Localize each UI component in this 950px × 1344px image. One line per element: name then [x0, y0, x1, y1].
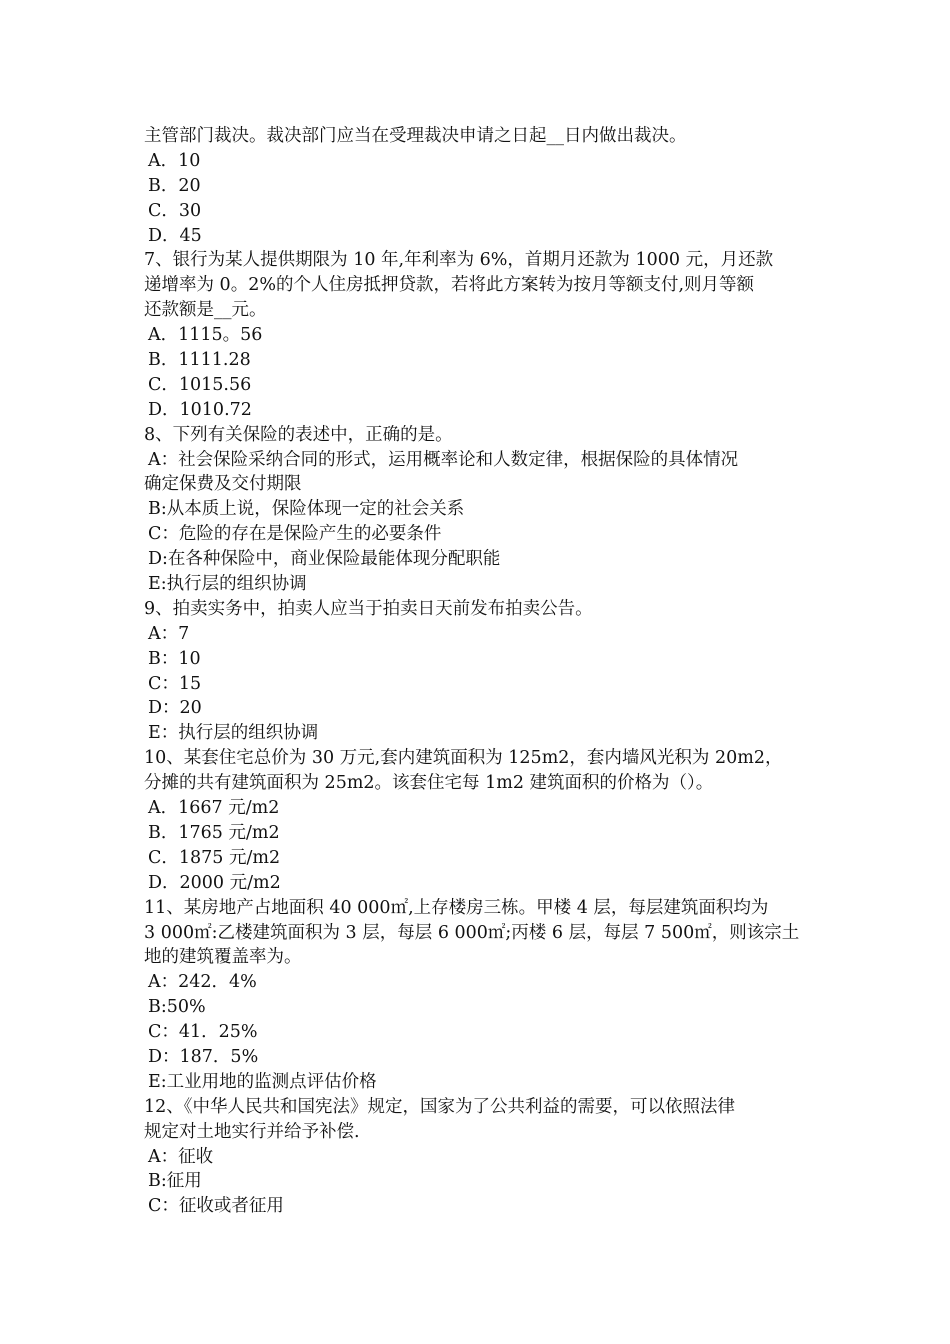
answer-option-line: C．1015.56	[148, 374, 252, 395]
question-text-line: 3 000㎡:乙楼建筑面积为 3 层，每层 6 000㎡;丙楼 6 层，每层 7 500㎡，则该宗土	[144, 922, 800, 943]
answer-option-line: B．1765 元/m2	[148, 822, 280, 843]
answer-option-line: C：征收或者征用	[148, 1196, 284, 1217]
answer-option-line: C．1875 元/m2	[148, 847, 281, 868]
answer-option-line: D．1010.72	[148, 399, 252, 420]
answer-option-line: C：15	[148, 673, 202, 694]
answer-option-line: D:在各种保险中，商业保险最能体现分配职能	[148, 549, 501, 570]
answer-option-line: A：7	[148, 623, 190, 644]
answer-option-line: E：执行层的组织协调	[148, 723, 319, 744]
answer-option-line: A：242．4%	[148, 972, 257, 993]
answer-option-line: A．1667 元/m2	[148, 798, 280, 819]
question-text-line: 规定对土地实行并给予补偿.	[144, 1121, 360, 1142]
question-text-line: 8、下列有关保险的表述中，正确的是。	[144, 424, 453, 445]
answer-option-line: B:从本质上说，保险体现一定的社会关系	[148, 499, 465, 520]
answer-option-line: D：187．5%	[148, 1046, 259, 1067]
answer-option-line: C：危险的存在是保险产生的必要条件	[148, 524, 442, 545]
question-text-line: 递增率为 0。2%的个人住房抵押贷款，若将此方案转为按月等额支付,则月等额	[144, 275, 755, 296]
question-text-line: 主管部门裁决。裁决部门应当在受理裁决申请之日起__日内做出裁决。	[144, 126, 687, 146]
question-text-line: 7、银行为某人提供期限为 10 年,年利率为 6%，首期月还款为 1000 元，月还款	[144, 250, 774, 271]
answer-option-line: B．20	[148, 175, 201, 196]
question-text-line: 确定保费及交付期限	[144, 474, 302, 495]
answer-option-line: D．45	[148, 225, 202, 246]
document-body	[144, 124, 812, 1219]
answer-option-line: A．1115。56	[148, 325, 263, 346]
answer-option-line: D：20	[148, 698, 202, 719]
question-text-line: 地的建筑覆盖率为。	[144, 947, 302, 968]
answer-option-line: E:执行层的组织协调	[148, 574, 307, 595]
question-text-line: 12、《中华人民共和国宪法》规定，国家为了公共利益的需要，可以依照法律	[144, 1096, 736, 1117]
answer-option-line: C．30	[148, 200, 202, 221]
answer-option-line: B：10	[148, 648, 201, 669]
question-text-line: 11、某房地产占地面积 40 000㎡,上存楼房三栋。甲楼 4 层，每层建筑面积均为	[144, 897, 769, 918]
answer-option-line: A．10	[148, 150, 201, 171]
question-text-line: 分摊的共有建筑面积为 25m2。该套住宅每 1m2 建筑面积的价格为（）。	[144, 773, 714, 794]
question-text-line: 还款额是__元。	[144, 300, 267, 321]
answer-option-line: E:工业用地的监测点评估价格	[148, 1071, 377, 1092]
answer-option-line: D．2000 元/m2	[148, 872, 281, 893]
answer-option-line: A：征收	[148, 1146, 214, 1167]
answer-option-line: C：41．25%	[148, 1022, 258, 1043]
answer-option-line: B:50%	[148, 997, 206, 1018]
answer-option-line: B:征用	[148, 1171, 202, 1192]
question-text-line: 10、某套住宅总价为 30 万元,套内建筑面积为 125m2，套内墙风光积为 20m2，	[144, 748, 783, 769]
question-text-line: 9、拍卖实务中，拍卖人应当于拍卖日天前发布拍卖公告。	[144, 598, 593, 619]
answer-option-line: B．1111.28	[148, 350, 251, 371]
answer-option-line: A：社会保险采纳合同的形式，运用概率论和人数定律，根据保险的具体情况	[148, 449, 739, 470]
